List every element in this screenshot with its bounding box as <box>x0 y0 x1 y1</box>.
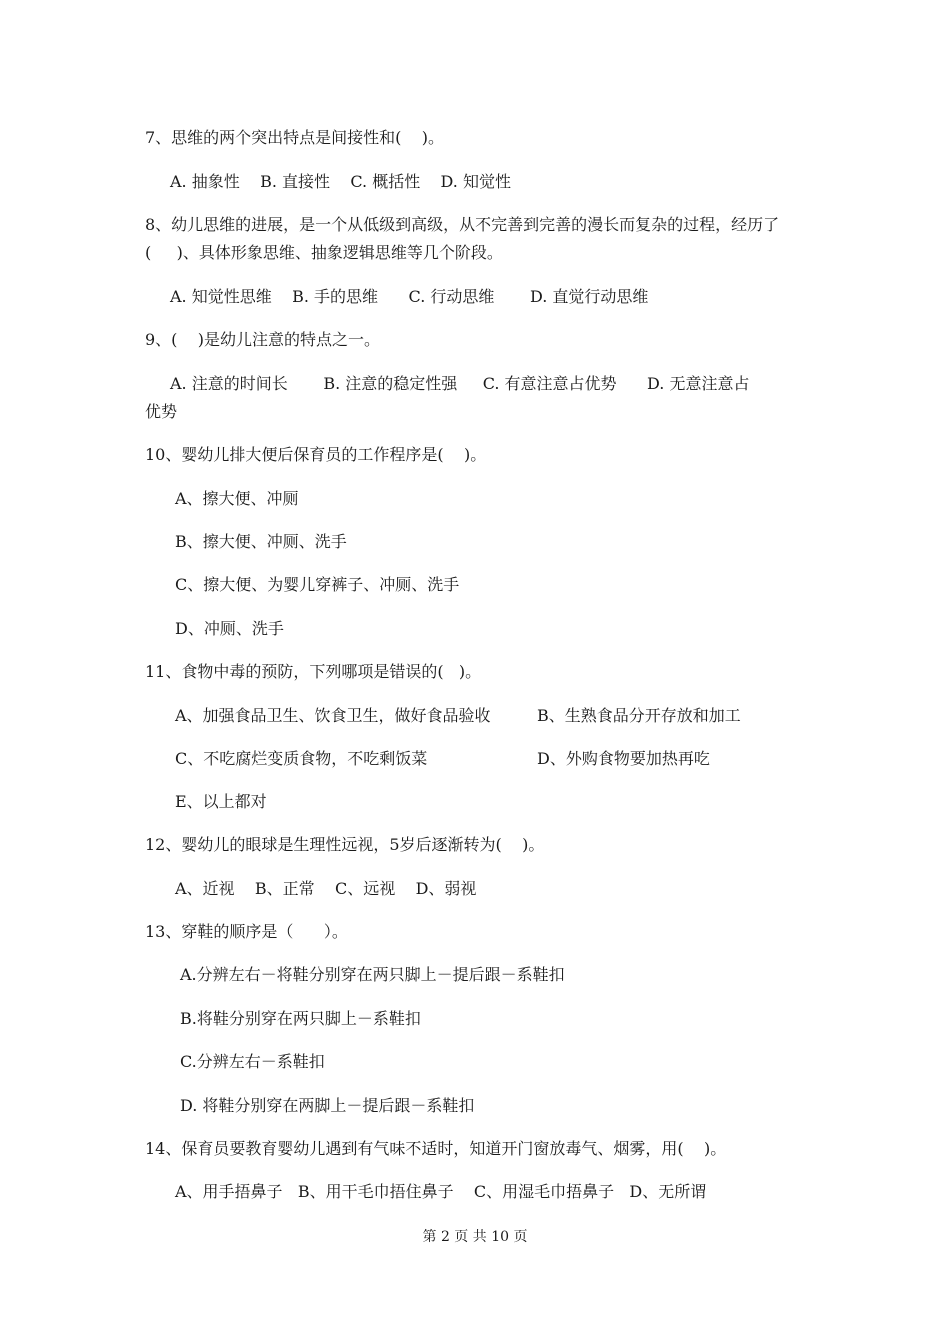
question-8-options: A. 知觉性思维 B. 手的思维 C. 行动思维 D. 直觉行动思维 <box>170 287 649 306</box>
question-8-stem-line1: 8、幼儿思维的进展，是一个从低级到高级，从不完善到完善的漫长而复杂的过程，经历了 <box>145 215 780 234</box>
question-12-options: A、近视 B、正常 C、远视 D、弱视 <box>175 879 477 898</box>
question-11-option-d: D、外购食物要加热再吃 <box>537 749 710 768</box>
question-7-options: A. 抽象性 B. 直接性 C. 概括性 D. 知觉性 <box>170 172 511 191</box>
question-10-option-c: C、擦大便、为婴儿穿裤子、冲厕、洗手 <box>175 575 460 594</box>
question-9-stem: 9、( )是幼儿注意的特点之一。 <box>145 330 381 349</box>
question-10-option-d: D、冲厕、洗手 <box>175 619 284 638</box>
question-10-option-b: B、擦大便、冲厕、洗手 <box>175 532 347 551</box>
page-number-footer: 第 2 页 共 10 页 <box>422 1229 528 1245</box>
question-11-option-a: A、加强食品卫生、饮食卫生，做好食品验收 <box>175 706 491 725</box>
question-11-option-e: E、以上都对 <box>175 792 267 811</box>
question-13-option-d: D. 将鞋分别穿在两脚上－提后跟－系鞋扣 <box>180 1096 475 1115</box>
question-13-option-b: B.将鞋分别穿在两只脚上－系鞋扣 <box>180 1009 421 1028</box>
question-13-stem: 13、穿鞋的顺序是（ ）。 <box>145 922 348 941</box>
question-14-stem: 14、保育员要教育婴幼儿遇到有气味不适时，知道开门窗放毒气、烟雾，用( )。 <box>145 1139 727 1158</box>
question-13-option-a: A.分辨左右－将鞋分别穿在两只脚上－提后跟－系鞋扣 <box>180 965 565 984</box>
question-10-option-a: A、擦大便、冲厕 <box>175 489 299 508</box>
question-12-stem: 12、婴幼儿的眼球是生理性远视，5岁后逐渐转为( )。 <box>145 835 545 854</box>
question-7-stem: 7、思维的两个突出特点是间接性和( )。 <box>145 128 445 147</box>
question-10-stem: 10、婴幼儿排大便后保育员的工作程序是( )。 <box>145 445 487 464</box>
question-8-stem-line2: ( )、具体形象思维、抽象逻辑思维等几个阶段。 <box>145 243 503 262</box>
question-11-option-b: B、生熟食品分开存放和加工 <box>537 706 741 725</box>
question-9-options-line2: 优势 <box>145 402 178 421</box>
question-13-option-c: C.分辨左右－系鞋扣 <box>180 1052 325 1071</box>
question-9-options-line1: A. 注意的时间长 B. 注意的稳定性强 C. 有意注意占优势 D. 无意注意占 <box>170 374 750 393</box>
question-14-options: A、用手捂鼻子 B、用干毛巾捂住鼻子 C、用湿毛巾捂鼻子 D、无所谓 <box>175 1182 707 1201</box>
question-11-option-c: C、不吃腐烂变质食物，不吃剩饭菜 <box>175 749 428 768</box>
question-11-stem: 11、食物中毒的预防，下列哪项是错误的( )。 <box>145 662 482 681</box>
